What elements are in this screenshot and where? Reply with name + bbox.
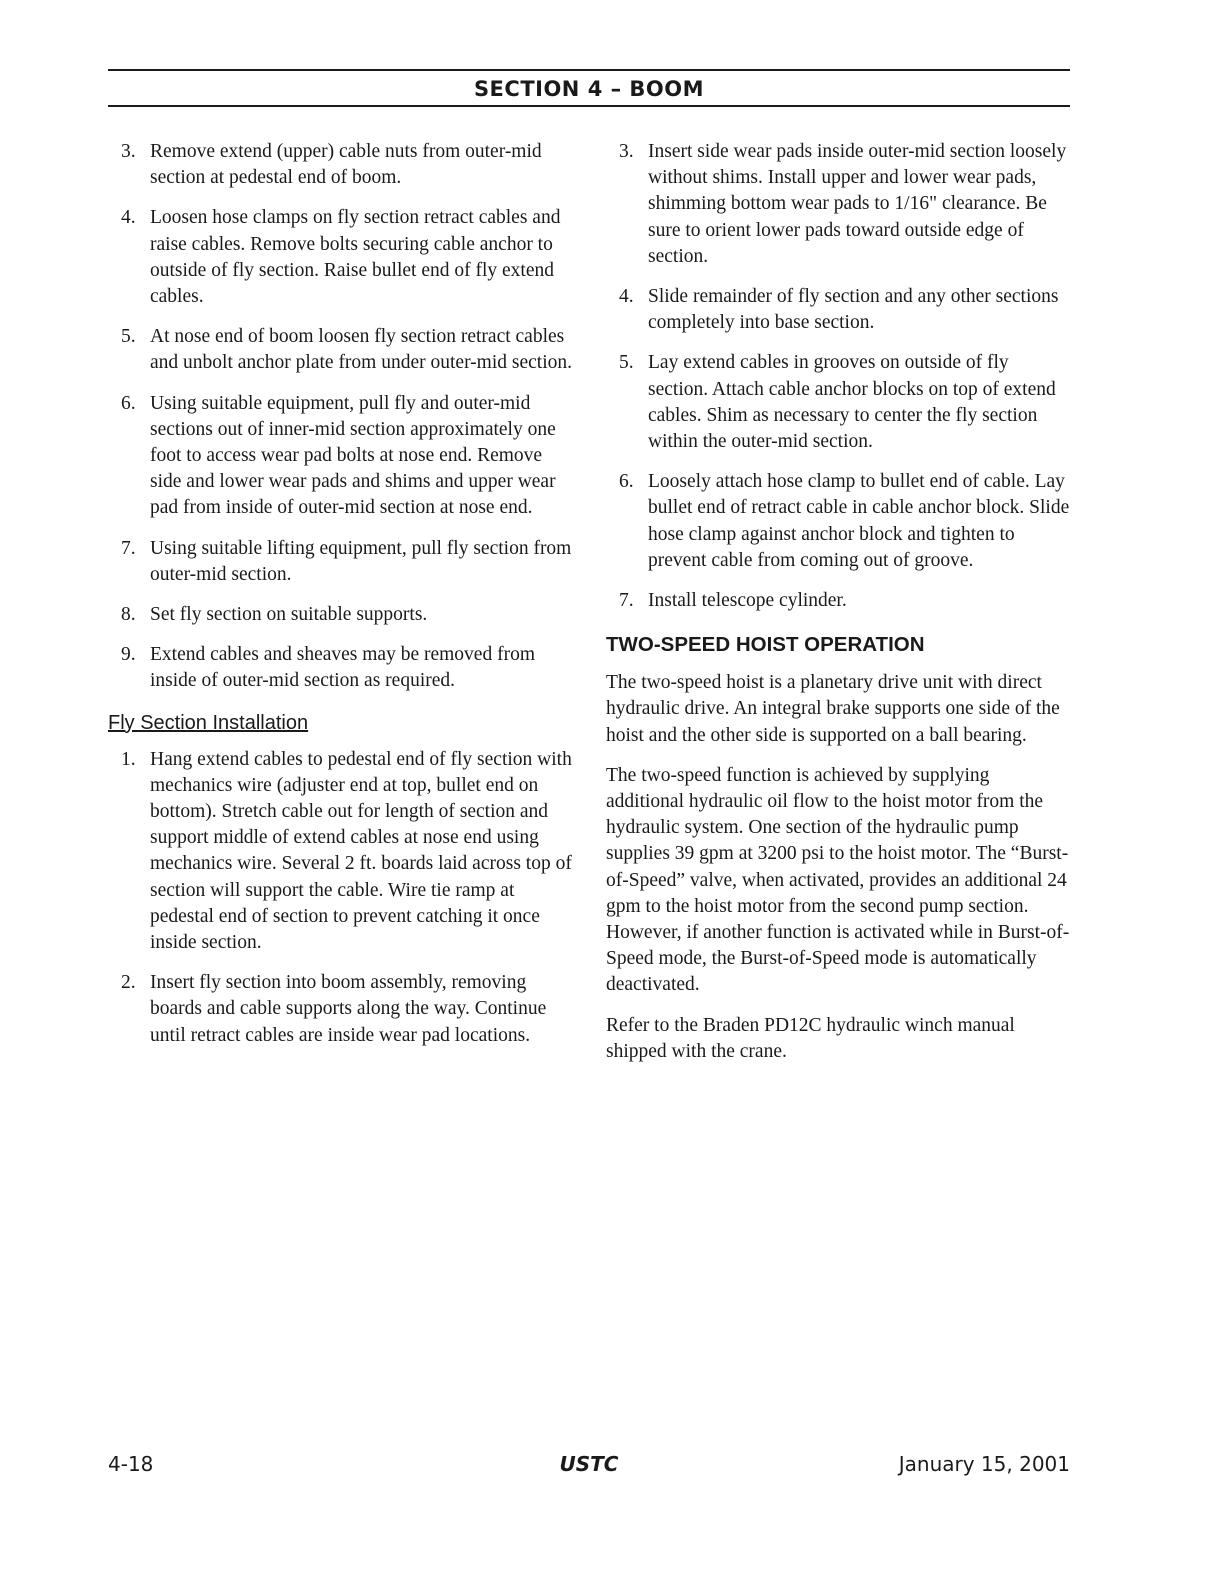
step-number: 3. — [619, 141, 634, 162]
footer-date: January 15, 2001 — [898, 1452, 1070, 1476]
step-number: 5. — [121, 326, 136, 348]
step-number: 8. — [121, 604, 136, 626]
fly-section-installation-subheading: Fly Section Installation — [108, 711, 309, 734]
step-text: Insert side wear pads inside outer-mid section loosely without shims. Install upper and lower wear pads, shimming bottom wear pads to 1/16" clearance. Be sure to orient lower pads toward outside edge of section. — [648, 141, 1067, 267]
step-number: 2. — [121, 972, 136, 994]
step-text: Using suitable lifting equipment, pull fly section from outer-mid section. — [150, 537, 572, 585]
section-title: SECTION 4 – BOOM — [473, 77, 705, 101]
step-text: Insert fly section into boom assembly, removing boards and cable supports along the way. Continue until retract cables are inside wear pad locations. — [150, 972, 547, 1046]
footer-brand: USTC — [559, 1452, 619, 1476]
step-number: 4. — [121, 207, 136, 229]
list-item — [606, 350, 1072, 455]
list-item — [606, 469, 1072, 574]
step-number: 6. — [121, 392, 136, 414]
list-item — [108, 970, 574, 1049]
step-text: At nose end of boom loosen fly section retract cables and unbolt anchor plate from under outer-mid section. — [150, 326, 572, 374]
step-number: 1. — [121, 748, 136, 770]
list-item — [108, 205, 574, 310]
paragraph: The two-speed hoist is a planetary drive unit with direct hydraulic drive. An integral brake supports one side of the hoist and the other side is supported on a ball bearing. — [606, 672, 1060, 746]
header-rule-top — [108, 69, 1070, 71]
list-item — [108, 747, 574, 957]
step-text: Extend cables and sheaves may be removed from inside of outer-mid section as required. — [150, 644, 535, 692]
step-number: 6. — [619, 471, 634, 493]
step-text: Loosely attach hose clamp to bullet end of cable. Lay bullet end of retract cable in cable anchor block. Slide hose clamp against anchor block and tighten to prevent cable from coming out of groove. — [648, 471, 1070, 571]
step-number: 9. — [121, 644, 136, 666]
two-speed-hoist-heading: TWO-SPEED HOIST OPERATION — [606, 633, 925, 657]
page-number: 4-18 — [108, 1452, 154, 1476]
step-text: Set fly section on suitable supports. — [150, 604, 428, 626]
step-text: Install telescope cylinder. — [648, 590, 847, 612]
list-item — [108, 602, 574, 628]
header-rule-bottom — [108, 105, 1070, 107]
installation-steps-list — [108, 747, 574, 1049]
list-item — [108, 391, 574, 522]
list-item — [108, 139, 574, 191]
installation-steps-continued-list — [606, 139, 1072, 614]
step-text: Loosen hose clamps on fly section retract cables and raise cables. Remove bolts securing cable anchor to outside of fly section. Raise bullet end of fly extend cables. — [150, 207, 561, 308]
step-text: Hang extend cables to pedestal end of fly section with mechanics wire (adjuster end at top, bullet end on bottom). Stretch cable out for length of section and support middle of extend cables at nose end using mechanics wire. Several 2 ft. boards laid across top of section will support the cable. Wire tie ramp at pedestal end of section to prevent catching it once inside section. — [150, 748, 572, 954]
step-number: 5. — [619, 352, 634, 374]
step-text: Lay extend cables in grooves on outside of fly section. Attach cable anchor blocks on top of extend cables. Shim as necessary to center the fly section within the outer-mid section. — [648, 352, 1056, 453]
list-item — [606, 588, 1072, 614]
paragraph: The two-speed function is achieved by supplying additional hydraulic oil flow to the hoist motor from the hydraulic system. One section of the hydraulic pump supplies 39 gpm at 3200 psi to the hoist motor. The “Burst-of-Speed” valve, when activated, provides an additional 24 gpm to the hoist motor from the second pump section. However, if another function is activated while in Burst-of-Speed mode, the Burst-of-Speed mode is automatically deactivated. — [606, 764, 1070, 996]
removal-steps-list — [108, 139, 574, 695]
paragraph: Refer to the Braden PD12C hydraulic winch manual shipped with the crane. — [606, 1014, 1015, 1062]
step-number: 7. — [619, 590, 634, 612]
step-text: Slide remainder of fly section and any other sections completely into base section. — [648, 286, 1059, 334]
list-item — [108, 324, 574, 376]
list-item — [108, 536, 574, 588]
list-item — [108, 642, 574, 694]
step-number: 3. — [121, 141, 136, 162]
step-number: 7. — [121, 537, 136, 559]
step-text: Remove extend (upper) cable nuts from outer-mid section at pedestal end of boom. — [150, 141, 542, 189]
step-text: Using suitable equipment, pull fly and outer-mid sections out of inner-mid section approximately one foot to access wear pad bolts at nose end. Remove side and lower wear pads and shims and upper wear pad from inside of outer-mid section at nose end. — [150, 392, 556, 519]
step-number: 4. — [619, 286, 634, 308]
right-column — [606, 139, 1072, 1079]
list-item — [606, 139, 1072, 270]
left-column — [108, 139, 574, 1063]
list-item — [606, 284, 1072, 336]
